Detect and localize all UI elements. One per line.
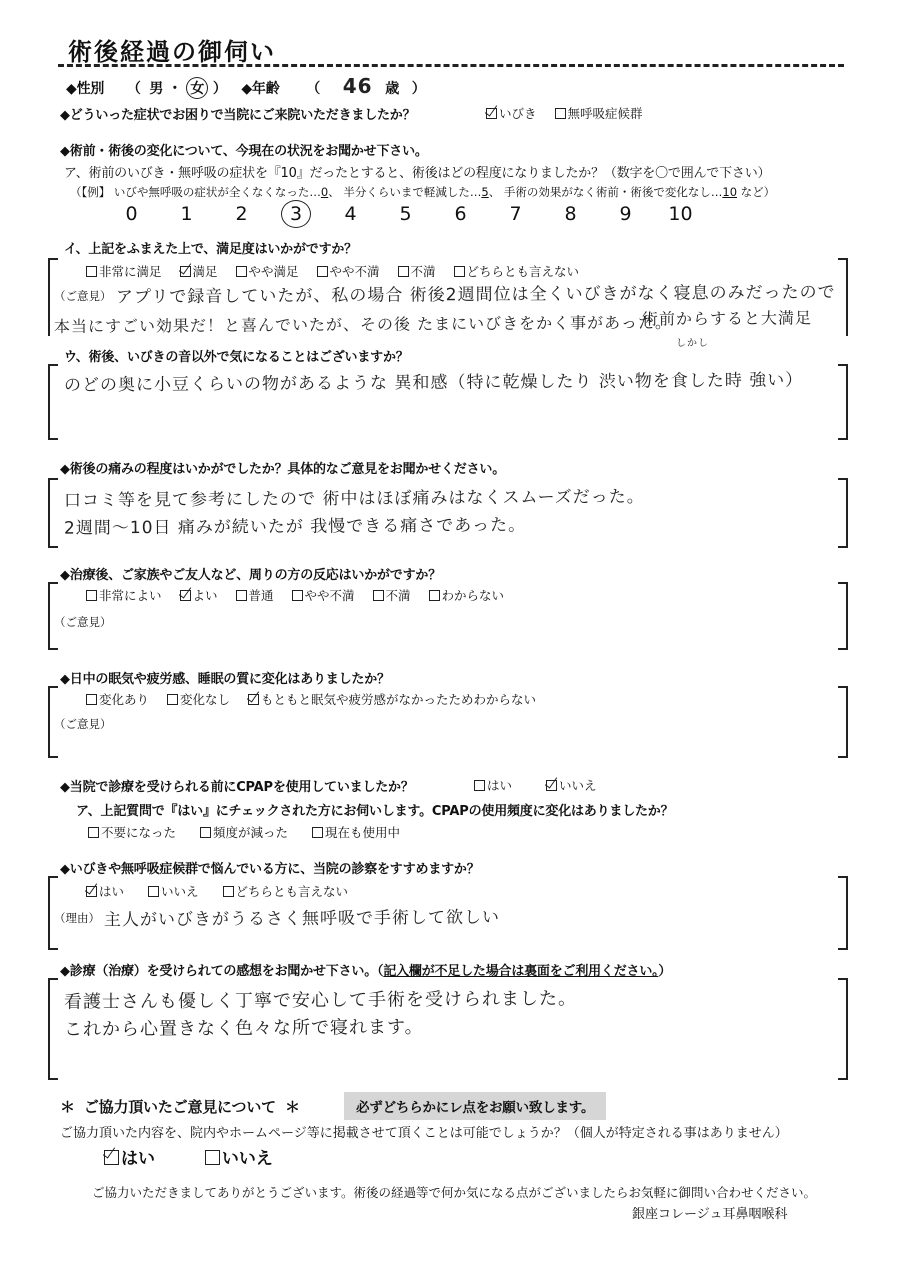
satisfaction-option[interactable]: [398, 264, 436, 279]
footer-thanks: ご協力いただきましてありがとうございます。術後の経過等で何か気になる点がございましたらお気軽に御問い合わせください。: [92, 1185, 817, 1200]
option-label: よい: [192, 588, 218, 603]
impression-question-emphasis: 記入欄が不足した場合は裏面をご利用ください。: [383, 964, 659, 979]
recommend-option[interactable]: [223, 884, 349, 899]
impression-question-close: ）: [658, 964, 672, 979]
checkbox-icon[interactable]: [555, 108, 566, 119]
daytime-options: [86, 690, 550, 708]
scale-number[interactable]: 7: [509, 203, 522, 225]
consent-options: [104, 1144, 273, 1169]
cpap-option-yes[interactable]: [474, 778, 512, 793]
satisfaction-options: [86, 262, 593, 280]
impression-answer-line1[interactable]: 看護士さんも優しく丁寧で安心して手術を受けられました。: [63, 988, 578, 1013]
reaction-opinion-label: （ご意見）: [54, 615, 112, 629]
checkbox-icon[interactable]: [398, 266, 409, 277]
reaction-option[interactable]: [373, 588, 411, 603]
option-label: はい: [99, 884, 125, 899]
symptom-option-snoring[interactable]: [486, 106, 537, 121]
checkbox-checked-icon[interactable]: [104, 1150, 119, 1165]
option-label: 変化あり: [99, 692, 150, 707]
example-zero: 0: [320, 185, 329, 199]
reaction-question: ◆治療後、ご家族やご友人など、周りの方の反応はいかがですか？: [60, 568, 441, 583]
option-label: はい: [121, 1149, 155, 1169]
recommend-reason-label: （理由）: [54, 911, 100, 925]
satisfaction-option[interactable]: [236, 264, 299, 279]
bracket-right: [838, 978, 848, 1080]
satisfaction-opinion-label: （ご意見）: [54, 289, 112, 303]
option-label: 変化なし: [180, 692, 231, 707]
scale-number-selected[interactable]: 3: [281, 200, 311, 228]
scale-number[interactable]: 8: [564, 203, 577, 225]
scale-number[interactable]: 1: [180, 203, 193, 225]
option-label: 非常に満足: [99, 264, 162, 279]
bracket-right: [838, 582, 848, 650]
gender-label: ◆性別: [66, 81, 105, 97]
option-label: どちらとも言えない: [235, 884, 349, 899]
bracket-right: [838, 258, 848, 336]
gender-open: （: [126, 81, 141, 97]
bracket-right: [838, 364, 848, 440]
cpap-sub-options: [88, 823, 414, 841]
scale-number[interactable]: 0: [125, 203, 138, 225]
recommend-options: [86, 882, 362, 900]
option-label: どちらとも言えない: [466, 264, 580, 279]
checkbox-icon[interactable]: [429, 590, 440, 601]
bracket-left: [48, 364, 58, 440]
option-label: 満足: [192, 264, 218, 279]
cpap-sub-option[interactable]: [88, 825, 176, 840]
satisfaction-option[interactable]: [317, 264, 380, 279]
pain-answer-line2[interactable]: 2週間～10日 痛みが続いたが 我慢できる痛さであった。: [63, 515, 527, 539]
option-label: もともと眠気や疲労感がなかったためわからない: [261, 692, 537, 707]
bracket-left: [48, 478, 58, 548]
option-label: 不満: [385, 588, 411, 603]
bracket-left: [48, 978, 58, 1080]
scale-number[interactable]: 9: [619, 203, 632, 225]
checkbox-icon[interactable]: [86, 266, 97, 277]
gender-female: 女: [190, 81, 205, 97]
symptom-option-apnea[interactable]: [555, 106, 643, 121]
example-text: など）: [737, 185, 776, 199]
reaction-option[interactable]: [236, 588, 274, 603]
checkbox-icon[interactable]: [292, 590, 303, 601]
option-label: いいえ: [221, 1149, 273, 1169]
bracket-right: [838, 478, 848, 548]
gender-female-circled[interactable]: [186, 77, 208, 99]
bracket-right: [838, 876, 848, 950]
age-unit: 歳: [385, 81, 400, 97]
reaction-option[interactable]: [292, 588, 355, 603]
pain-question: ◆術後の痛みの程度はいかがでしたか？具体的なご意見をお聞かせください。: [60, 462, 505, 477]
checkbox-icon[interactable]: [88, 827, 99, 838]
example-text: （【例】 いびや無呼吸の症状が全くなくなった…: [70, 185, 321, 199]
gender-close: ）: [212, 81, 227, 97]
reaction-option[interactable]: [86, 588, 162, 603]
example-text: 、 手術の効果がなく術前・術後で変化なし…: [488, 185, 723, 199]
impression-question-text: ◆診療（治療）を受けられての感想をお聞かせ下さい。（: [60, 964, 384, 979]
option-label: やや不満: [329, 264, 380, 279]
option-label: いびき: [499, 106, 537, 121]
cpap-option-no[interactable]: [546, 778, 597, 793]
age-value[interactable]: 46: [342, 74, 373, 98]
option-label: 無呼吸症候群: [567, 106, 643, 121]
change-scale: [104, 200, 708, 228]
footer-clinic: 銀座コレージュ耳鼻咽喉科: [632, 1207, 788, 1222]
option-label: わからない: [441, 588, 505, 603]
checkbox-icon[interactable]: [236, 266, 247, 277]
recommend-option[interactable]: [86, 884, 124, 899]
satisfaction-comment-extra[interactable]: 術前からすると大満足: [641, 308, 813, 329]
other-concern-answer[interactable]: のどの奥に小豆くらいの物があるような 異和感（特に乾燥したり 渋い物を食した時 強い）: [63, 370, 804, 396]
satisfaction-comment-note: しかし: [675, 337, 710, 350]
page-title: 術後経過の御伺い: [68, 38, 276, 66]
reaction-option[interactable]: [429, 588, 505, 603]
example-text: 、 半分くらいまで軽減した…: [328, 185, 482, 199]
asterisk-icon: ＊: [284, 1098, 300, 1116]
age-close: ）: [411, 81, 426, 97]
option-label: 普通: [248, 588, 274, 603]
other-concern-question: ウ、術後、いびきの音以外で気になることはございますか？: [64, 350, 409, 365]
age-label: ◆年齢: [241, 81, 280, 97]
checkbox-checked-icon[interactable]: [486, 108, 497, 119]
checkbox-checked-icon[interactable]: [248, 694, 259, 705]
satisfaction-question: イ、上記をふまえた上で、満足度はいかがですか？: [64, 242, 357, 257]
reaction-options: [86, 586, 518, 604]
checkbox-icon[interactable]: [373, 590, 384, 601]
example-five: 5: [481, 185, 489, 199]
satisfaction-option[interactable]: [454, 264, 580, 279]
satisfaction-option[interactable]: [180, 264, 218, 279]
scale-number[interactable]: 6: [454, 203, 467, 225]
daytime-opinion-label: （ご意見）: [54, 717, 112, 731]
impression-question: [60, 960, 671, 979]
checkbox-icon[interactable]: [148, 886, 159, 897]
option-label: やや満足: [248, 264, 299, 279]
consent-question: ご協力頂いた内容を、院内やホームページ等に掲載させて頂くことは可能でしょうか？（個人が特定される事はありません）: [60, 1126, 788, 1141]
consent-option-yes[interactable]: [104, 1149, 155, 1169]
consent-option-no[interactable]: [205, 1149, 273, 1169]
scale-number[interactable]: 2: [235, 203, 248, 225]
option-label: 現在も使用中: [325, 825, 401, 840]
checkbox-icon[interactable]: [200, 827, 211, 838]
cpap-sub-option[interactable]: [200, 825, 288, 840]
cpap-question: ◆当院で診療を受けられる前にCPAPを使用していましたか？: [60, 780, 414, 795]
profile-row: [66, 74, 426, 99]
gender-male: 男: [149, 81, 164, 97]
symptom-options: [486, 104, 657, 122]
change-question: ◆術前・術後の変化について、今現在の状況をお聞かせ下さい。: [60, 144, 428, 159]
option-label: 非常によい: [99, 588, 162, 603]
recommend-option[interactable]: [148, 884, 199, 899]
satisfaction-comment-line2[interactable]: 本当にすごい効果だ！と喜んでいたが、その後 たまにいびきをかく事があった。: [53, 312, 673, 337]
checkbox-icon[interactable]: [205, 1150, 220, 1165]
satisfaction-comment-line1[interactable]: アプリで録音していたが、私の場合 術後2週間位は全くいびきがなく寝息のみだったので: [115, 282, 836, 308]
daytime-option[interactable]: [167, 692, 230, 707]
change-sub: ア、術前のいびき・無呼吸の症状を『10』だったとすると、術後はどの程度になりましたか？（数字を〇で囲んで下さい）: [64, 166, 771, 181]
option-label: 頻度が減った: [213, 825, 289, 840]
consent-heading-row: [60, 1096, 300, 1117]
scale-number[interactable]: 4: [344, 203, 357, 225]
checkbox-icon[interactable]: [86, 590, 97, 601]
consent-banner: 必ずどちらかにレ点をお願い致します。: [344, 1092, 606, 1120]
option-label: いいえ: [559, 778, 597, 793]
bracket-right: [838, 686, 848, 758]
title-underline: [58, 64, 844, 67]
daytime-question: ◆日中の眠気や疲労感、睡眠の質に変化はありましたか？: [60, 672, 390, 687]
satisfaction-option[interactable]: [86, 264, 162, 279]
checkbox-icon[interactable]: [86, 694, 97, 705]
age-open: （: [306, 81, 321, 97]
checkbox-icon[interactable]: [223, 886, 234, 897]
pain-answer-line1[interactable]: 口コミ等を見て参考にしたので 術中はほぼ痛みはなくスムーズだった。: [63, 486, 645, 512]
consent-heading: ご協力頂いたご意見について: [83, 1098, 276, 1116]
option-label: 不要になった: [101, 825, 177, 840]
cpap-options: [474, 776, 611, 794]
checkbox-icon[interactable]: [474, 780, 485, 791]
cpap-sub: ア、上記質問で『はい』にチェックされた方にお伺いします。CPAPの使用頻度に変化はありましたか？: [76, 804, 674, 819]
checkbox-checked-icon[interactable]: [546, 780, 557, 791]
checkbox-checked-icon[interactable]: [180, 266, 191, 277]
checkbox-checked-icon[interactable]: [86, 886, 97, 897]
daytime-option[interactable]: [248, 692, 536, 707]
scale-number[interactable]: 5: [399, 203, 412, 225]
checkbox-icon[interactable]: [312, 827, 323, 838]
checkbox-checked-icon[interactable]: [180, 590, 191, 601]
reaction-option[interactable]: [180, 588, 218, 603]
symptom-question: ◆どういった症状でお困りで当院にご来院いただきましたか？: [60, 108, 416, 123]
checkbox-icon[interactable]: [317, 266, 328, 277]
example-ten: 10: [722, 185, 738, 199]
scale-number[interactable]: 10: [668, 203, 693, 225]
checkbox-icon[interactable]: [167, 694, 178, 705]
asterisk-icon: ＊: [60, 1098, 75, 1116]
change-example: [70, 184, 775, 200]
recommend-question: ◆いびきや無呼吸症候群で悩んでいる方に、当院の診察をすすめますか？: [60, 862, 480, 877]
recommend-reason[interactable]: 主人がいびきがうるさく無呼吸で手術して欲しい: [103, 907, 501, 931]
gender-dot: ・: [167, 81, 182, 97]
option-label: いいえ: [161, 884, 199, 899]
option-label: はい: [487, 778, 513, 793]
cpap-sub-option[interactable]: [312, 825, 400, 840]
impression-answer-line2[interactable]: これから心置きなく色々な所で寝れます。: [63, 1016, 424, 1041]
checkbox-icon[interactable]: [454, 266, 465, 277]
option-label: 不満: [410, 264, 436, 279]
option-label: やや不満: [304, 588, 355, 603]
daytime-option[interactable]: [86, 692, 149, 707]
checkbox-icon[interactable]: [236, 590, 247, 601]
